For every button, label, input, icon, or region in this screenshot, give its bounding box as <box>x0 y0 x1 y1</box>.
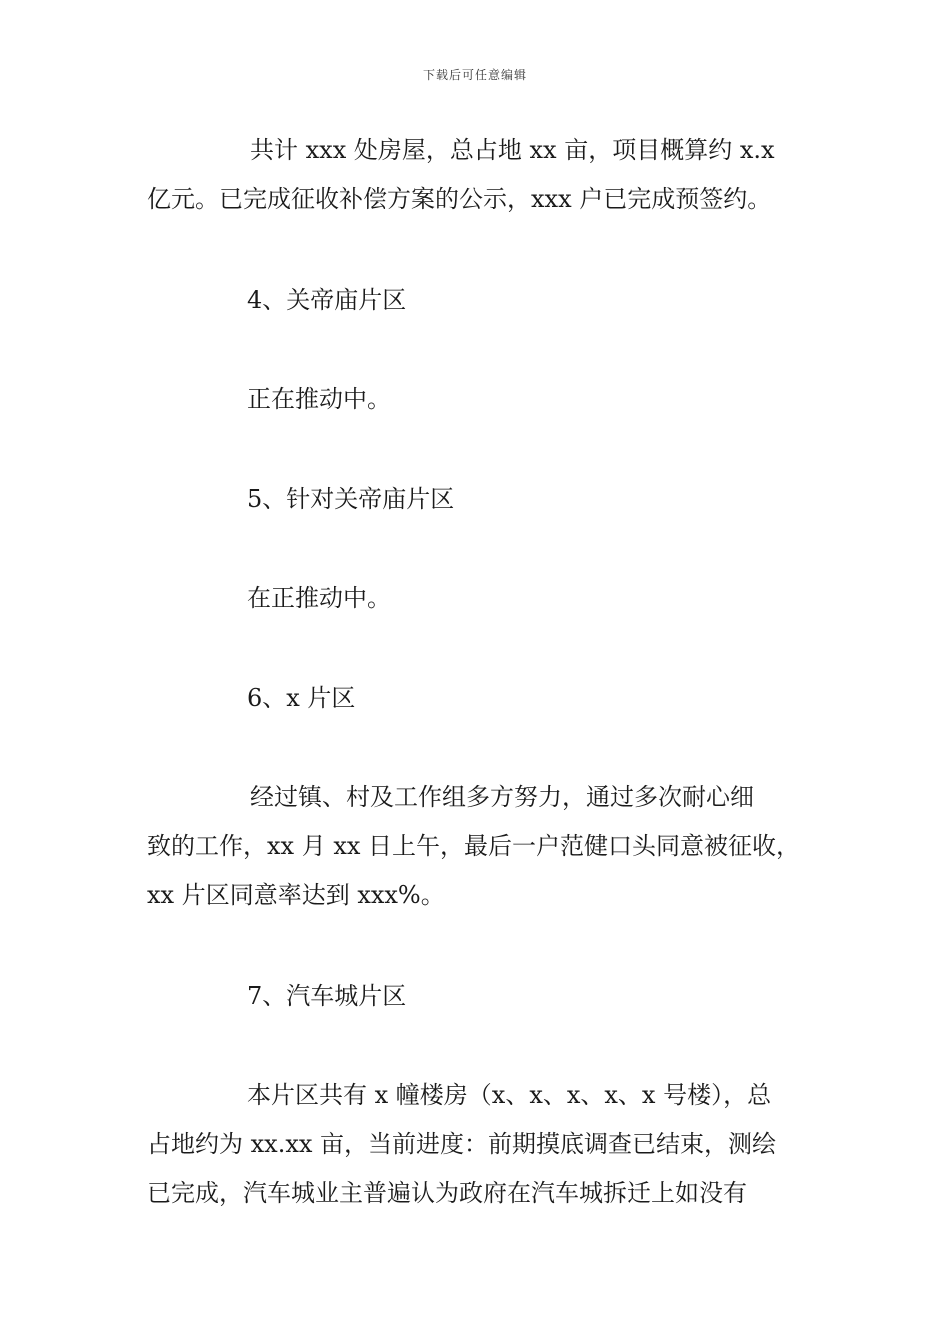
text-line: 正在推动中。 <box>247 385 391 413</box>
paragraph-status-5 <box>147 574 847 623</box>
text-line: xx 片区同意率达到 xxx%。 <box>147 881 445 909</box>
text-line: 亿元。已完成征收补偿方案的公示，xxx 户已完成预签约。 <box>147 185 772 213</box>
heading-text: 5、针对关帝庙片区 <box>247 485 455 513</box>
text-line: 致的工作，xx 月 xx 日上午，最后一户范健口头同意被征收， <box>147 832 801 860</box>
text-line: 共计 xxx 处房屋，总占地 xx 亩，项目概算约 x.x <box>250 136 775 164</box>
paragraph-section-7 <box>147 1071 847 1218</box>
text-line: 本片区共有 x 幢楼房（x、x、x、x、x 号楼），总 <box>247 1081 772 1109</box>
heading-text: 4、关帝庙片区 <box>247 286 407 314</box>
page-header: 下载后可任意编辑 <box>422 68 527 82</box>
section-heading-5 <box>147 475 847 524</box>
paragraph-status-4 <box>147 375 847 424</box>
heading-text: 6、x 片区 <box>247 684 356 712</box>
section-heading-6 <box>147 674 847 723</box>
heading-text: 7、汽车城片区 <box>247 982 407 1010</box>
paragraph-section-6 <box>147 773 847 920</box>
section-heading-7 <box>147 972 847 1021</box>
text-line: 经过镇、村及工作组多方努力，通过多次耐心细 <box>250 783 754 811</box>
text-line: 占地约为 xx.xx 亩，当前进度：前期摸底调查已结束，测绘 <box>147 1130 777 1158</box>
text-line: 已完成，汽车城业主普遍认为政府在汽车城拆迁上如没有 <box>147 1179 747 1207</box>
section-heading-4 <box>147 276 847 325</box>
paragraph-summary <box>147 126 847 224</box>
text-line: 在正推动中。 <box>247 584 391 612</box>
